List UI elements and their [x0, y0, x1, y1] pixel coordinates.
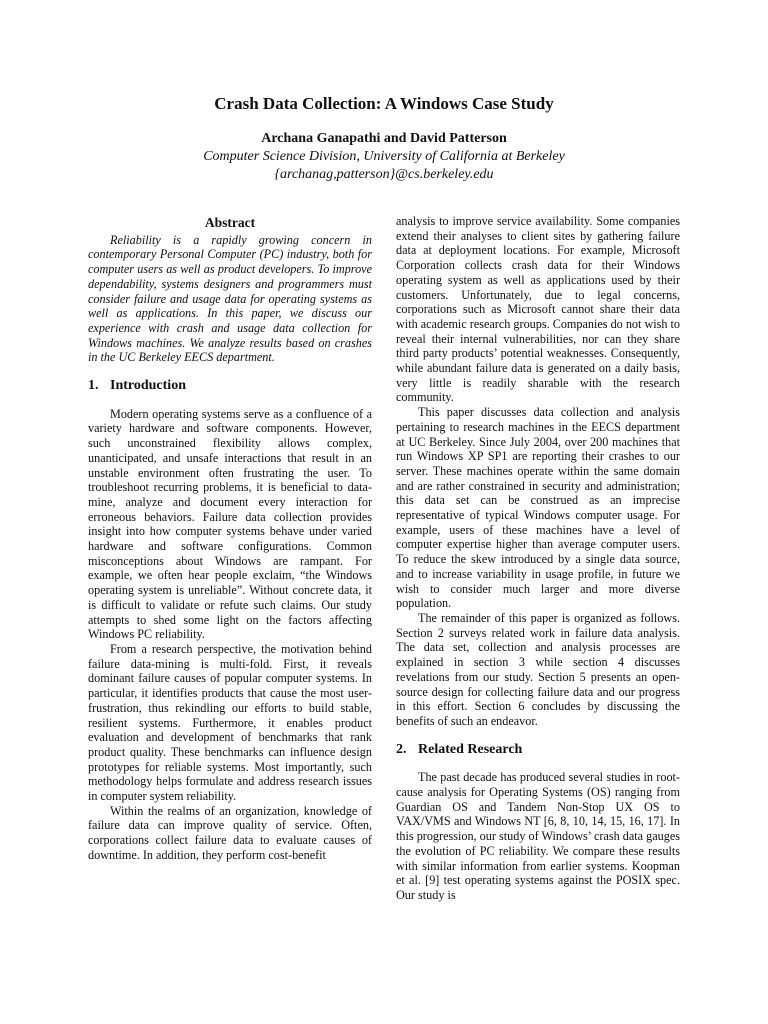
- intro-paragraph-1: Modern operating systems serve as a confluence of a variety hardware and software components. However, such unconstrained flexibility allows complex, unanticipated, and unsafe interactions that result in an unstable environment often frustrating the user. To troubleshoot recurring problems, it is beneficial to data-mine, analyze and document every interaction for erroneous behaviors. Failure data collection provides insight into how computer systems behave under varied hardware and software configurations. Common misconceptions about Windows are rampant. For example, we often hear people exclaim, “the Windows operating system is unreliable”. Without concrete data, it is difficult to validate or refute such claims. Our study attempts to shed some light on the factors affecting Windows PC reliability.: [88, 406, 372, 642]
- related-paragraph-1: The past decade has produced several studies in root-cause analysis for Operating Systems (OS) ranging from Guardian OS and Tandem Non-Stop UX OS to VAX/VMS and Windows NT [6, 8, 10, 14, 15, 16, 17]. In this progression, our study of Windows’ crash data gauges the evolution of PC reliability. We compare these results with similar information from earlier systems. Koopman et al. [9] test operating systems against the POSIX spec. Our study is: [396, 770, 680, 902]
- intro-paragraph-3: Within the realms of an organization, knowledge of failure data can improve quality of service. Often, corporations collect failure data to evaluate causes of downtime. In addition, they perform cost-benefit: [88, 803, 372, 862]
- section-title: Related Research: [418, 741, 523, 757]
- paper-affiliation: Computer Science Division, University of California at Berkeley: [203, 149, 565, 164]
- intro-paragraph-2: From a research perspective, the motivation behind failure data-mining is multi-fold. First, it reveals dominant failure causes of popular computer systems. In particular, it identifies products that cause the most user-frustration, thus rekindling our efforts to build stable, resilient systems. Furthermore, it enables product evaluation and development of benchmarks that rank product quality. These benchmarks can influence design prototypes for reliable systems. Most importantly, such methodology helps formulate and address research issues in computer system reliability.: [88, 641, 372, 804]
- intro-paragraph-4: This paper discusses data collection and analysis pertaining to research machines in the EECS department at UC Berkeley. Since July 2004, over 200 machines that run Windows XP SP1 are reporting their crashes to our server. These machines operate within the same domain and are rather constrained in security and administration; this data set can be construed as an imprecise representative of typical Windows computer usage. For example, users of these machines have a level of computer expertise higher than average computer users. To reduce the skew introduced by a single data source, and to increase variability in usage profile, in future we wish to consider much larger and more diverse population.: [396, 405, 680, 611]
- left-column: [88, 215, 372, 863]
- section-heading-introduction: [88, 379, 372, 394]
- section-number: 2.: [396, 741, 407, 757]
- section-heading-related-research: [396, 743, 680, 758]
- section-title: Introduction: [110, 378, 186, 394]
- intro-paragraph-5: The remainder of this paper is organized as follows. Section 2 surveys related work in failure data analysis. The data set, collection and analysis processes are explained in section 3 while section 4 discusses revelations from our study. Section 5 presents an open-source design for collecting failure data and our progress in this effort. Section 6 concludes by discussing the benefits of such an endeavor.: [396, 610, 680, 728]
- intro-paragraph-3-continued: analysis to improve service availability. Some companies extend their analyses to client sites by gathering failure data at deployment locations. For example, Microsoft Corporation collects crash data for their Windows operating system as well as applications used by their customers. Unfortunately, due to legal concerns, corporations such as Microsoft cannot share their data with academic research groups. Companies do not wish to reveal their internal vulnerabilities, nor can they share third party products’ potential weaknesses. Consequently, while abundant failure data is generated on a daily basis, very little is readily sharable with the research community.: [396, 214, 680, 405]
- paper-authors: Archana Ganapathi and David Patterson: [261, 131, 507, 146]
- section-number: 1.: [88, 378, 99, 394]
- abstract-heading: Abstract: [204, 215, 256, 230]
- paper-email: {archanag,patterson}@cs.berkeley.edu: [274, 167, 494, 182]
- paper-title: Crash Data Collection: A Windows Case Study: [214, 94, 554, 113]
- abstract-text: Reliability is a rapidly growing concern in contemporary Personal Computer (PC) industry, both for computer users as well as product developers. To improve dependability, systems designers and programmers must consider failure and usage data for operating systems as well as applications. In this paper, we discuss our experience with crash and usage data collection for Windows machines. We analyze results based on crashes in the UC Berkeley EECS department.: [88, 232, 372, 365]
- right-column: [396, 214, 680, 903]
